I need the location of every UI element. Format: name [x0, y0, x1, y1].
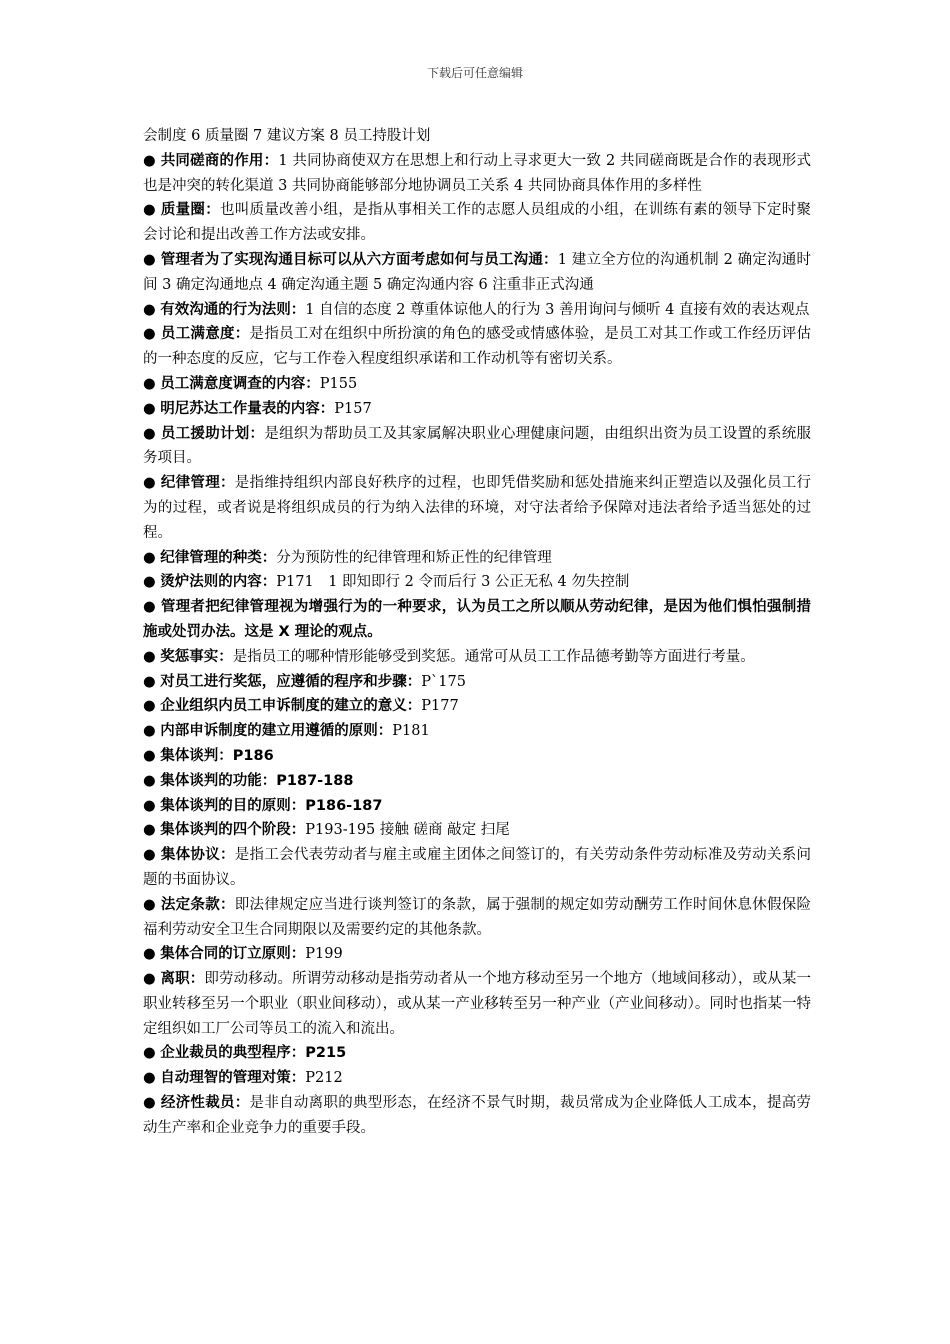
item-text: P`175 [421, 673, 466, 690]
bullet-icon: ● [143, 648, 156, 665]
item-term: 集体谈判：P186 [160, 747, 274, 764]
item-term: 法定条款： [160, 896, 235, 913]
bullet-icon: ● [143, 698, 156, 715]
item-term: 经济性裁员： [160, 1095, 250, 1112]
list-item [143, 372, 811, 397]
item-term: 集体谈判的功能：P187-188 [160, 772, 354, 789]
bullet-icon: ● [143, 475, 156, 492]
bullet-icon: ● [143, 425, 156, 442]
item-term: 离职： [160, 971, 205, 988]
bullet-icon: ● [143, 723, 156, 740]
item-term: 员工满意度： [160, 326, 250, 343]
item-text: P193-195 接触 磋商 敲定 扫尾 [305, 822, 510, 839]
bullet-list [143, 149, 811, 1141]
item-text: 是指员工的哪种情形能够受到奖惩。通常可从员工工作品德考勤等方面进行考量。 [232, 648, 755, 665]
list-item [143, 769, 811, 794]
list-item [143, 595, 811, 645]
bullet-icon: ● [143, 822, 156, 839]
list-item [143, 967, 811, 1041]
continuation-line: 会制度 6 质量圈 7 建议方案 8 员工持股计划 [143, 128, 431, 144]
bullet-icon: ● [143, 847, 156, 864]
list-item [143, 471, 811, 545]
bullet-icon: ● [143, 1045, 156, 1062]
bullet-icon: ● [143, 1095, 156, 1112]
bullet-icon: ● [143, 599, 156, 616]
list-item [143, 719, 811, 744]
list-item [143, 942, 811, 967]
item-text: P155 [319, 375, 358, 392]
item-term: 共同磋商的作用： [160, 152, 279, 169]
item-term: 奖惩事实： [160, 648, 233, 665]
list-item [143, 570, 811, 595]
item-text: 1 自信的态度 2 尊重体谅他人的行为 3 善用询问与倾听 4 直接有效的表达观点 [305, 301, 810, 318]
list-item [143, 198, 811, 248]
bullet-icon: ● [143, 673, 156, 690]
item-text: 即法律规定应当进行谈判签订的条款，属于强制的规定如劳动酬劳工作时间休息休假保险福利劳动安全卫生合同期限以及需要约定的其他条款。 [143, 896, 812, 938]
list-item [143, 818, 811, 843]
list-item [143, 397, 811, 422]
list-item [143, 1091, 811, 1141]
item-text: 分为预防性的纪律管理和矫正性的纪律管理 [276, 549, 552, 566]
list-item [143, 670, 811, 695]
item-text: 是非自动离职的典型形态，在经济不景气时期，裁员常成为企业降低人工成本，提高劳动生产率和企业竞争力的重要手段。 [143, 1095, 812, 1136]
bullet-icon: ● [143, 251, 156, 268]
item-term: 对员工进行奖惩，应遵循的程序和步骤： [160, 673, 422, 690]
bullet-icon: ● [143, 946, 156, 963]
list-item [143, 149, 811, 199]
bullet-icon: ● [143, 375, 156, 392]
bullet-icon: ● [143, 202, 156, 219]
item-text: 是指工会代表劳动者与雇主或雇主团体之间签订的，有关劳动条件劳动标准及劳动关系问题的书面协议。 [143, 847, 812, 888]
item-text: 是指维持组织内部良好秩序的过程，也即凭借奖励和惩处措施来纠正塑造以及强化员工行为的过程，或者说是将组织成员的行为纳入法律的环境，对守法者给予保障对违法者给予适当惩处的过程。 [143, 475, 812, 541]
document-body [143, 124, 811, 1141]
bullet-icon: ● [143, 549, 156, 566]
list-item [143, 248, 811, 298]
bullet-icon: ● [143, 152, 156, 169]
list-item [143, 645, 811, 670]
bullet-icon: ● [143, 772, 156, 789]
bullet-icon: ● [143, 971, 156, 988]
bullet-icon: ● [143, 301, 156, 318]
item-term: 纪律管理的种类： [160, 549, 277, 566]
list-item [143, 893, 811, 943]
list-item [143, 546, 811, 571]
item-term: 企业组织内员工申诉制度的建立的意义： [160, 698, 422, 715]
bullet-icon: ● [143, 326, 156, 343]
item-term: 管理者把纪律管理视为增强行为的一种要求，认为员工之所以顺从劳动纪律，是因为他们惧怕强制措施或处罚办法。这是 X 理论的观点。 [143, 599, 812, 640]
item-text: P157 [334, 400, 372, 417]
item-text: 1 建立全方位的沟通机制 2 确定沟通时间 3 确定沟通地点 4 确定沟通主题 5 确定沟通内容 6 注重非正式沟通 [143, 251, 812, 293]
item-text: P171 1 即知即行 2 令而后行 3 公正无私 4 勿失控制 [276, 574, 630, 591]
item-text: 是指员工对在组织中所扮演的角色的感受或情感体验，是员工对其工作或工作经历评估的一种态度的反应，它与工作卷入程度组织承诺和工作动机等有密切关系。 [143, 326, 812, 368]
page-header: 下载后可任意编辑 [426, 66, 523, 80]
item-term: 企业裁员的典型程序：P215 [160, 1045, 347, 1062]
item-term: 集体合同的订立原则： [160, 946, 306, 963]
item-text: 即劳动移动。所谓劳动移动是指劳动者从一个地方移动至另一个地方（地域间移动），或从某一职业转移至另一个职业（职业间移动），或从某一产业移转至另一种产业（产业间移动）。同时也指某一特定组织如工厂公司等员工的流入和流出。 [143, 971, 812, 1037]
bullet-icon: ● [143, 896, 156, 913]
bullet-icon: ● [143, 747, 156, 764]
item-term: 质量圈： [160, 202, 220, 219]
item-text: 1 共同协商使双方在思想上和行动上寻求更大一致 2 共同磋商既是合作的表现形式也是冲突的转化渠道 3 共同协商能够部分地协调员工关系 4 共同协商具体作用的多样性 [143, 152, 812, 194]
bullet-icon: ● [143, 574, 156, 591]
item-term: 管理者为了实现沟通目标可以从六方面考虑如何与员工沟通： [160, 251, 558, 268]
item-text: P212 [305, 1070, 343, 1087]
item-term: 自动理智的管理对策： [160, 1070, 306, 1087]
item-term: 有效沟通的行为法则： [160, 301, 306, 318]
list-item [143, 1066, 811, 1091]
item-term: 明尼苏达工作量表的内容： [160, 400, 335, 417]
list-item [143, 422, 811, 472]
item-text: P181 [392, 723, 430, 740]
item-text: P199 [305, 946, 343, 963]
item-term: 纪律管理： [160, 475, 235, 492]
item-term: 集体协议： [160, 847, 235, 864]
bullet-icon: ● [143, 400, 156, 417]
item-text: 也叫质量改善小组，是指从事相关工作的志愿人员组成的小组，在训练有素的领导下定时聚会讨论和提出改善工作方法或安排。 [143, 202, 812, 244]
list-item [143, 843, 811, 893]
list-item [143, 322, 811, 372]
item-term: 员工援助计划： [160, 425, 265, 442]
list-item [143, 1041, 811, 1066]
list-item [143, 298, 811, 323]
item-term: 内部申诉制度的建立用遵循的原则： [160, 723, 393, 740]
item-text: P177 [421, 698, 459, 715]
item-term: 烫炉法则的内容： [160, 574, 277, 591]
list-item [143, 744, 811, 769]
item-term: 集体谈判的目的原则：P186-187 [160, 797, 383, 814]
item-text: 是组织为帮助员工及其家属解决职业心理健康问题，由组织出资为员工设置的系统服务项目。 [143, 425, 812, 467]
bullet-icon: ● [143, 1070, 156, 1087]
list-item [143, 794, 811, 819]
item-term: 集体谈判的四个阶段： [160, 822, 306, 839]
bullet-icon: ● [143, 797, 156, 814]
item-term: 员工满意度调查的内容： [160, 375, 320, 392]
list-item [143, 694, 811, 719]
